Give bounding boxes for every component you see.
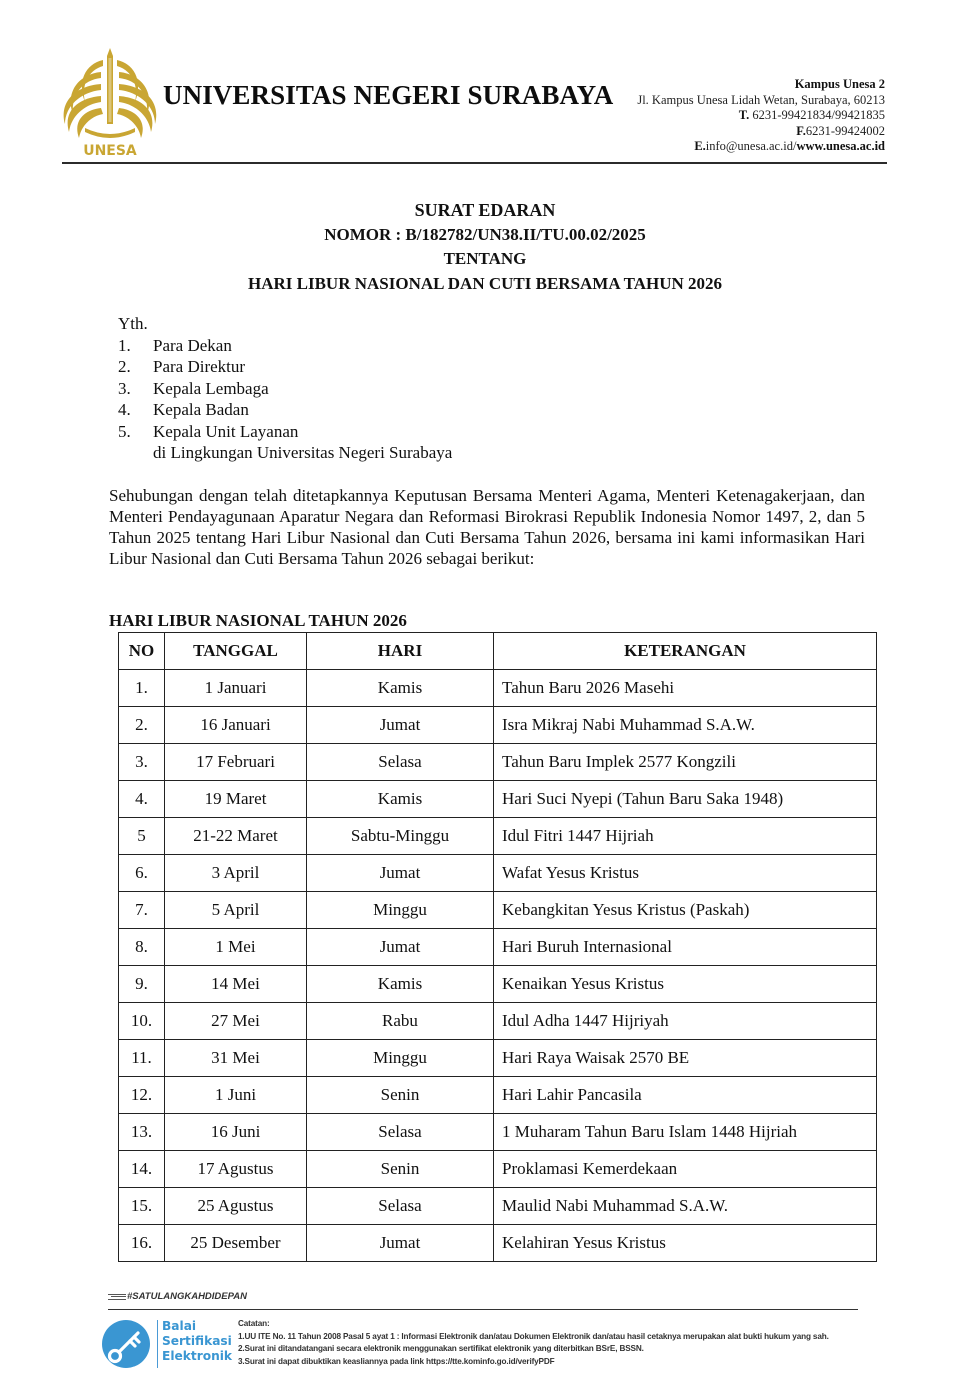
holiday-section-heading: HARI LIBUR NASIONAL TAHUN 2026 xyxy=(109,611,407,630)
table-row xyxy=(119,707,877,744)
cell-no: 13. xyxy=(119,1114,165,1151)
header-divider xyxy=(62,162,887,164)
notes-title: Catatan: xyxy=(238,1319,270,1328)
table-row xyxy=(119,892,877,929)
cell-keterangan: Hari Buruh Internasional xyxy=(494,929,877,966)
table-row xyxy=(119,1151,877,1188)
cell-hari: Senin xyxy=(307,1077,494,1114)
note-item: 2.Surat ini ditandatangani secara elektronik menggunakan sertifikat elektronik yang diterbitkan BSrE, BSSN. xyxy=(238,1344,644,1353)
document-title xyxy=(0,198,970,296)
cell-keterangan: Kelahiran Yesus Kristus xyxy=(494,1225,877,1262)
cell-tanggal: 1 Januari xyxy=(165,670,307,707)
addressee-location: di Lingkungan Universitas Negeri Surabaya xyxy=(153,443,453,462)
cell-hari: Jumat xyxy=(307,929,494,966)
cell-no: 3. xyxy=(119,744,165,781)
column-header-tanggal: TANGGAL xyxy=(165,633,307,670)
contact-info xyxy=(637,77,885,155)
footer-divider xyxy=(108,1309,858,1310)
cell-tanggal: 25 Agustus xyxy=(165,1188,307,1225)
title-nomor: NOMOR : B/182782/UN38.II/TU.00.02/2025 xyxy=(324,224,646,244)
cell-keterangan: Idul Adha 1447 Hijriyah xyxy=(494,1003,877,1040)
addressee-block xyxy=(118,313,452,464)
footer-notes xyxy=(238,1318,829,1368)
addressee-item: 4. Kepala Badan xyxy=(118,400,249,419)
cell-hari: Kamis xyxy=(307,781,494,818)
cell-no: 7. xyxy=(119,892,165,929)
cell-keterangan: Hari Raya Waisak 2570 BE xyxy=(494,1040,877,1077)
university-name: UNIVERSITAS NEGERI SURABAYA xyxy=(163,80,614,110)
cell-no: 12. xyxy=(119,1077,165,1114)
title-tentang: TENTANG xyxy=(443,249,527,268)
cell-tanggal: 16 Juni xyxy=(165,1114,307,1151)
cell-keterangan: Hari Lahir Pancasila xyxy=(494,1077,877,1114)
email-link[interactable]: info@unesa.ac.id/ xyxy=(705,139,797,154)
cell-hari: Kamis xyxy=(307,670,494,707)
cell-no: 16. xyxy=(119,1225,165,1262)
cell-hari: Selasa xyxy=(307,744,494,781)
svg-text:UNESA: UNESA xyxy=(83,143,137,159)
campus-name: Kampus Unesa 2 xyxy=(794,77,885,91)
table-row xyxy=(119,1003,877,1040)
column-header-keterangan: KETERANGAN xyxy=(494,633,877,670)
cell-keterangan: Tahun Baru 2026 Masehi xyxy=(494,670,877,707)
table-header-row xyxy=(119,633,877,670)
cell-tanggal: 19 Maret xyxy=(165,781,307,818)
cell-no: 10. xyxy=(119,1003,165,1040)
cell-tanggal: 17 Agustus xyxy=(165,1151,307,1188)
bsre-divider xyxy=(157,1320,158,1368)
cell-tanggal: 27 Mei xyxy=(165,1003,307,1040)
website-link[interactable]: www.unesa.ac.id xyxy=(796,139,885,154)
cell-tanggal: 1 Mei xyxy=(165,929,307,966)
addressee-item: 2. Para Direktur xyxy=(118,357,246,376)
cell-tanggal: 3 April xyxy=(165,855,307,892)
bsre-logo xyxy=(100,1318,152,1370)
cell-no: 14. xyxy=(119,1151,165,1188)
note-item-verify-link[interactable]: 3.Surat ini dapat dibuktikan keasliannya pada link https://tte.kominfo.go.id/verifyPDF xyxy=(238,1356,555,1366)
table-row xyxy=(119,855,877,892)
cell-no: 11. xyxy=(119,1040,165,1077)
cell-tanggal: 25 Desember xyxy=(165,1225,307,1262)
cell-no: 4. xyxy=(119,781,165,818)
cell-keterangan: Tahun Baru Implek 2577 Kongzili xyxy=(494,744,877,781)
cell-tanggal: 17 Februari xyxy=(165,744,307,781)
speed-lines-icon xyxy=(108,1294,126,1300)
cell-hari: Jumat xyxy=(307,855,494,892)
phone-line: T. 6231-99421834/99421835 xyxy=(738,108,885,123)
cell-keterangan: Kenaikan Yesus Kristus xyxy=(494,966,877,1003)
cell-keterangan: Wafat Yesus Kristus xyxy=(494,855,877,892)
addressee-item: 5. Kepala Unit Layanan xyxy=(118,421,299,441)
cell-no: 5 xyxy=(119,818,165,855)
cell-hari: Selasa xyxy=(307,1114,494,1151)
cell-tanggal: 5 April xyxy=(165,892,307,929)
cell-keterangan: Maulid Nabi Muhammad S.A.W. xyxy=(494,1188,877,1225)
table-row xyxy=(119,744,877,781)
title-subject: HARI LIBUR NASIONAL DAN CUTI BERSAMA TAHUN 2026 xyxy=(247,273,723,293)
table-row xyxy=(119,1114,877,1151)
cell-hari: Minggu xyxy=(307,892,494,929)
cell-tanggal: 16 Januari xyxy=(165,707,307,744)
key-icon xyxy=(100,1318,152,1370)
cell-keterangan: 1 Muharam Tahun Baru Islam 1448 Hijriah xyxy=(494,1114,877,1151)
cell-tanggal: 31 Mei xyxy=(165,1040,307,1077)
cell-keterangan: Proklamasi Kemerdekaan xyxy=(494,1151,877,1188)
cell-tanggal: 21-22 Maret xyxy=(165,818,307,855)
cell-hari: Senin xyxy=(307,1151,494,1188)
cell-no: 9. xyxy=(119,966,165,1003)
unesa-emblem-icon xyxy=(55,44,165,159)
cell-hari: Minggu xyxy=(307,1040,494,1077)
table-row xyxy=(119,670,877,707)
addressee-item: 3. Kepala Lembaga xyxy=(118,378,269,398)
cell-hari: Jumat xyxy=(307,707,494,744)
cell-hari: Jumat xyxy=(307,1225,494,1262)
cell-hari: Kamis xyxy=(307,966,494,1003)
salutation: Yth. xyxy=(118,314,148,333)
column-header-no: NO xyxy=(119,633,165,670)
cell-hari: Rabu xyxy=(307,1003,494,1040)
campus-address: Jl. Kampus Unesa Lidah Wetan, Surabaya, 60213 xyxy=(637,92,885,107)
holiday-table xyxy=(118,632,877,1262)
cell-tanggal: 14 Mei xyxy=(165,966,307,1003)
table-row xyxy=(119,1188,877,1225)
table-row xyxy=(119,1040,877,1077)
table-row xyxy=(119,818,877,855)
addressee-item: 1. Para Dekan xyxy=(118,335,232,355)
cell-keterangan: Isra Mikraj Nabi Muhammad S.A.W. xyxy=(494,707,877,744)
column-header-hari: HARI xyxy=(307,633,494,670)
cell-tanggal: 1 Juni xyxy=(165,1077,307,1114)
fax-line: F.6231-99424002 xyxy=(796,123,885,138)
cell-keterangan: Idul Fitri 1447 Hijriah xyxy=(494,818,877,855)
unesa-logo xyxy=(55,44,165,159)
body-paragraph: Sehubungan dengan telah ditetapkannya Keputusan Bersama Menteri Agama, Menteri Ketenagakerjaan, dan Menteri Pendayagunaan Aparatur Negara dan Reformasi Birokrasi Republik Indonesia Nomor 1497, 2, dan 5 Tahun 2025 tentang Hari Libur Nasional dan Cuti Bersama Tahun 2026, bersama ini kami informasikan Hari Libur Nasional dan Cuti Bersama Tahun 2026 sebagai berikut: xyxy=(109,486,865,568)
cell-no: 2. xyxy=(119,707,165,744)
cell-hari: Selasa xyxy=(307,1188,494,1225)
table-row xyxy=(119,1077,877,1114)
bsre-name: Balai Sertifikasi Elektronik xyxy=(162,1319,233,1363)
table-row xyxy=(119,781,877,818)
note-item: 1.UU ITE No. 11 Tahun 2008 Pasal 5 ayat 1 : Informasi Elektronik dan/atau Dokumen Elektronik dan/atau hasil cetaknya merupakan alat bukti hukum yang sah. xyxy=(238,1331,829,1341)
table-row xyxy=(119,929,877,966)
email-line: E.info@unesa.ac.id/www.unesa.ac.id xyxy=(694,139,885,154)
cell-hari: Sabtu-Minggu xyxy=(307,818,494,855)
cell-no: 15. xyxy=(119,1188,165,1225)
table-row xyxy=(119,1225,877,1262)
title-surat-edaran: SURAT EDARAN xyxy=(414,200,556,220)
cell-keterangan: Kebangkitan Yesus Kristus (Paskah) xyxy=(494,892,877,929)
hashtag: #SATULANGKAHDIDEPAN xyxy=(108,1291,247,1302)
cell-keterangan: Hari Suci Nyepi (Tahun Baru Saka 1948) xyxy=(494,781,877,818)
cell-no: 8. xyxy=(119,929,165,966)
table-row xyxy=(119,966,877,1003)
cell-no: 6. xyxy=(119,855,165,892)
cell-no: 1. xyxy=(119,670,165,707)
